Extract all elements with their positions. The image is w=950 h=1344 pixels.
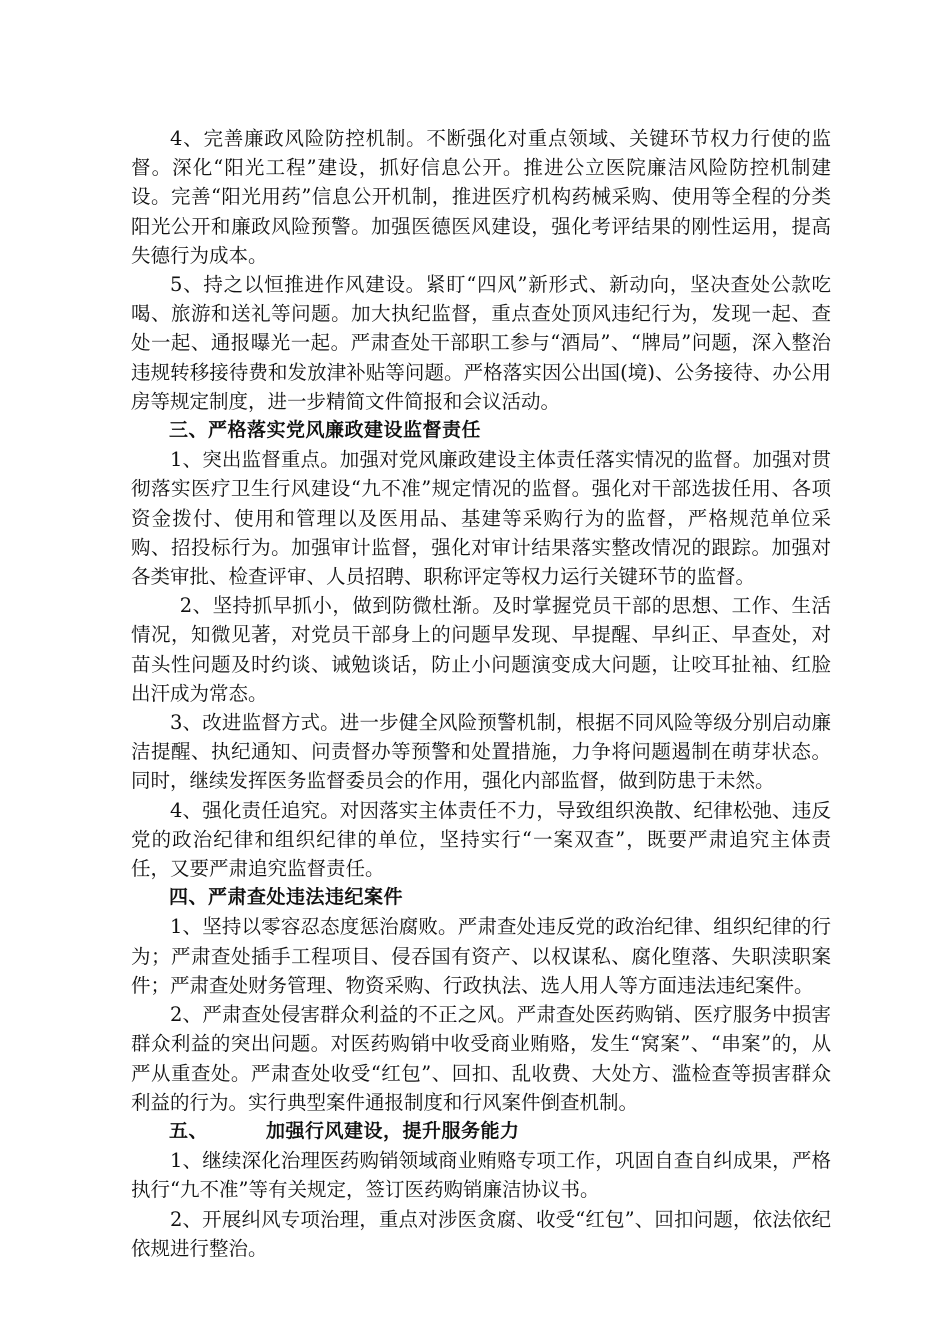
paragraph-early-prevention: 2、坚持抓早抓小，做到防微杜渐。及时掌握党员干部的思想、工作、生活情况，知微见著，对党员干部身上的问题早发现、早提醒、早纠正、早查处，对苗头性问题及时约谈、诫勉谈话，防止小问题演变成大问题，让咬耳扯袖、红脸出汗成为常态。: [131, 594, 831, 705]
section-heading-service: [131, 1117, 831, 1146]
paragraph-zero-tolerance: 1、坚持以零容忍态度惩治腐败。严肃查处违反党的政治纪律、组织纪律的行为；严肃查处插手工程项目、侵吞国有资产、以权谋私、腐化堕落、失职渎职案件；严肃查处财务管理、物资采购、行政执法、选人用人等方面违法违纪案件。: [131, 915, 831, 997]
paragraph-supervision-method: 3、改进监督方式。进一步健全风险预警机制，根据不同风险等级分别启动廉洁提醒、执纪通知、问责督办等预警和处置措施，力争将问题遏制在萌芽状态。同时，继续发挥医务监督委员会的作用，强化内部监督，做到防患于未然。: [131, 711, 831, 793]
document-body: [131, 124, 831, 1263]
paragraph-special-rectification: 2、开展纠风专项治理，重点对涉医贪腐、收受“红包”、回扣问题，依法依纪依规进行整治。: [131, 1207, 831, 1260]
paragraph-style-building: 5、持之以恒推进作风建设。紧盯“四风”新形式、新动向，坚决查处公款吃喝、旅游和送礼等问题。加大执纪监督，重点查处顶风违纪行为，发现一起、查处一起、通报曝光一起。严肃查处干部职工参与“酒局”、“牌局”问题，深入整治违规转移接待费和发放津补贴等问题。严格落实因公出国(境)、公务接待、办公用房等规定制度，进一步精简文件简报和会议活动。: [131, 273, 831, 413]
paragraph-accountability: 4、强化责任追究。对因落实主体责任不力，导致组织涣散、纪律松弛、违反党的政治纪律和组织纪律的单位，坚持实行“一案双查”，既要严肃追究主体责任，又要严肃追究监督责任。: [131, 798, 831, 881]
paragraph-public-interest: 2、严肃查处侵害群众利益的不正之风。严肃查处医药购销、医疗服务中损害群众利益的突出问题。对医药购销中收受商业贿赂，发生“窝案”、“串案”的，从严从重查处。严肃查处收受“红包”、回扣、乱收费、大处方、滥检查等损害群众利益的行为。实行典型案件通报制度和行风案件倒查机制。: [131, 1003, 831, 1114]
paragraph-risk-control: 4、完善廉政风险防控机制。不断强化对重点领域、关键环节权力行使的监督。深化“阳光工程”建设，抓好信息公开。推进公立医院廉洁风险防控机制建设。完善“阳光用药”信息公开机制，推进医疗机构药械采购、使用等全程的分类阳光公开和廉政风险预警。加强医德医风建设，强化考评结果的刚性运用，提高失德行为成本。: [131, 127, 831, 267]
section-title: 加强行风建设，提升服务能力: [266, 1119, 520, 1142]
paragraph-supervision-focus: 1、突出监督重点。加强对党风廉政建设主体责任落实情况的监督。加强对贯彻落实医疗卫生行风建设“九不准”规定情况的监督。强化对干部选拔任用、各项资金拨付、使用和管理以及医用品、基建等采购行为的监督，严格规范单位采购、招投标行为。加强审计监督，强化对审计结果落实整改情况的跟踪。加强对各类审批、检查评审、人员招聘、职称评定等权力运行关键环节的监督。: [131, 448, 831, 589]
paragraph-bribery-governance: 1、继续深化治理医药购销领域商业贿赂专项工作，巩固自查自纠成果，严格执行“九不准”等有关规定，签订医药购销廉洁协议书。: [131, 1149, 831, 1202]
section-heading-supervision: 三、严格落实党风廉政建设监督责任: [169, 419, 482, 442]
section-heading-cases: 四、严肃查处违法违纪案件: [169, 886, 404, 909]
section-number: 五、: [169, 1119, 209, 1142]
